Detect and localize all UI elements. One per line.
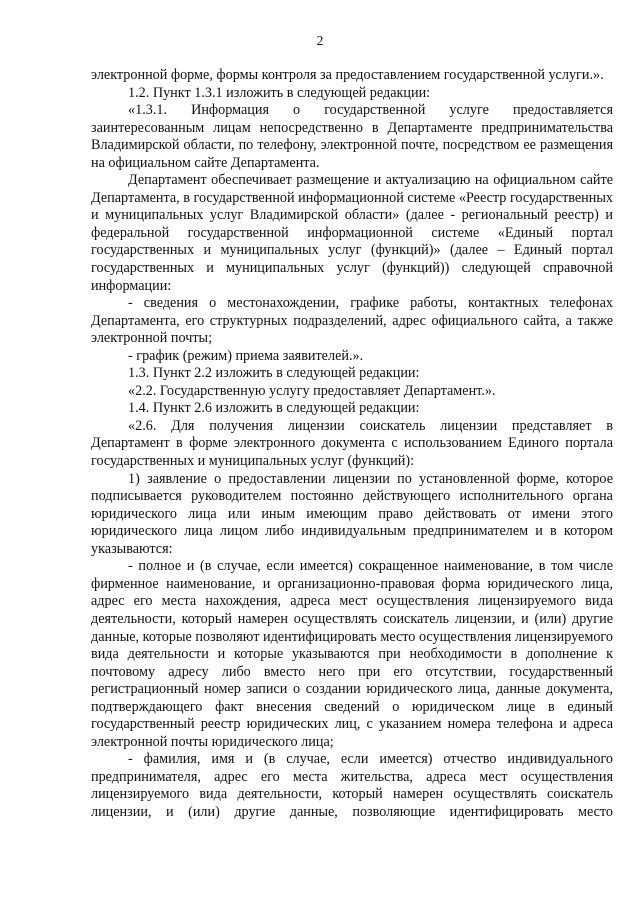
document-body <box>91 67 613 822</box>
paragraph-department-info: Департамент обеспечивает размещение и актуализацию на официальном сайте Департамента, в государственной информационной системе «Реестр государственных и муниципальных услуг Владимирской области» (далее - региональный реестр) и федеральной государственной информационной системе «Единый портал государственных и муниципальных услуг (функций)» (далее – Единый портал государственных и муниципальных услуг (функций)) следующей справочной информации: <box>91 172 613 294</box>
paragraph-clause-2-6: «2.6. Для получения лицензии соискатель лицензии представляет в Департамент в форме электронного документа с использованием Единого портала государственных и муниципальных услуг (функций): <box>91 417 613 470</box>
list-item-location: - сведения о местонахождении, графике работы, контактных телефонах Департамента, его структурных подразделений, адрес официального сайта, а также электронной почты; <box>91 295 613 347</box>
paragraph-amend-2-6: 1.4. Пункт 2.6 изложить в следующей редакции: <box>128 400 420 417</box>
paragraph-amend-1-3-1: 1.2. Пункт 1.3.1 изложить в следующей редакции: <box>128 84 431 101</box>
list-item-application: 1) заявление о предоставлении лицензии по установленной форме, которое подписывается руководителем постоянно действующего исполнительного органа юридического лица или иным имеющим право действовать от имени этого юридического лица лицом либо индивидуальным предпринимателем и в котором указываются: <box>91 470 613 557</box>
paragraph-amend-2-2: 1.3. Пункт 2.2 изложить в следующей редакции: <box>128 365 420 382</box>
paragraph-clause-1-3-1: «1.3.1. Информация о государственной услуге предоставляется заинтересованным лицам непосредственно в Департаменте предпринимательства Владимирской области, по телефону, электронной почте, посредством ее размещения на официальном сайте Департамента. <box>91 102 613 171</box>
page-number: 2 <box>316 33 324 48</box>
list-item-legal-entity: - полное и (в случае, если имеется) сокращенное наименование, в том числе фирменное наименование, и организационно-правовая форма юридического лица, адрес его места нахождения, адреса мест осуществления лицензируемого вида деятельности, который намерен осуществлять соискатель лицензии, и (или) другие данные, которые позволяют идентифицировать место осуществления лицензируемого вида деятельности и которые указываются при необходимости в дополнение к почтовому адресу либо вместо него при его отсутствии, государственный регистрационный номер записи о создании юридического лица, данные документа, подтверждающего факт внесения сведений о юридическом лице в единый государственный реестр юридических лиц, с указанием номера телефона и адреса электронной почты юридического лица; <box>91 558 613 750</box>
list-item-entrepreneur: - фамилия, имя и (в случае, если имеется) отчество индивидуального предпринимателя, адрес его места жительства, адреса мест осуществления лицензируемого вида деятельности, который намерен осуществлять соискатель лицензии, и (или) другие данные, позволяющие идентифицировать место <box>91 751 613 820</box>
paragraph-clause-2-2: «2.2. Государственную услугу предоставляет Департамент.». <box>128 382 496 399</box>
list-item-schedule: - график (режим) приема заявителей.». <box>128 347 364 364</box>
paragraph-services-form: электронной форме, формы контроля за предоставлением государственной услуги.». <box>91 67 604 83</box>
